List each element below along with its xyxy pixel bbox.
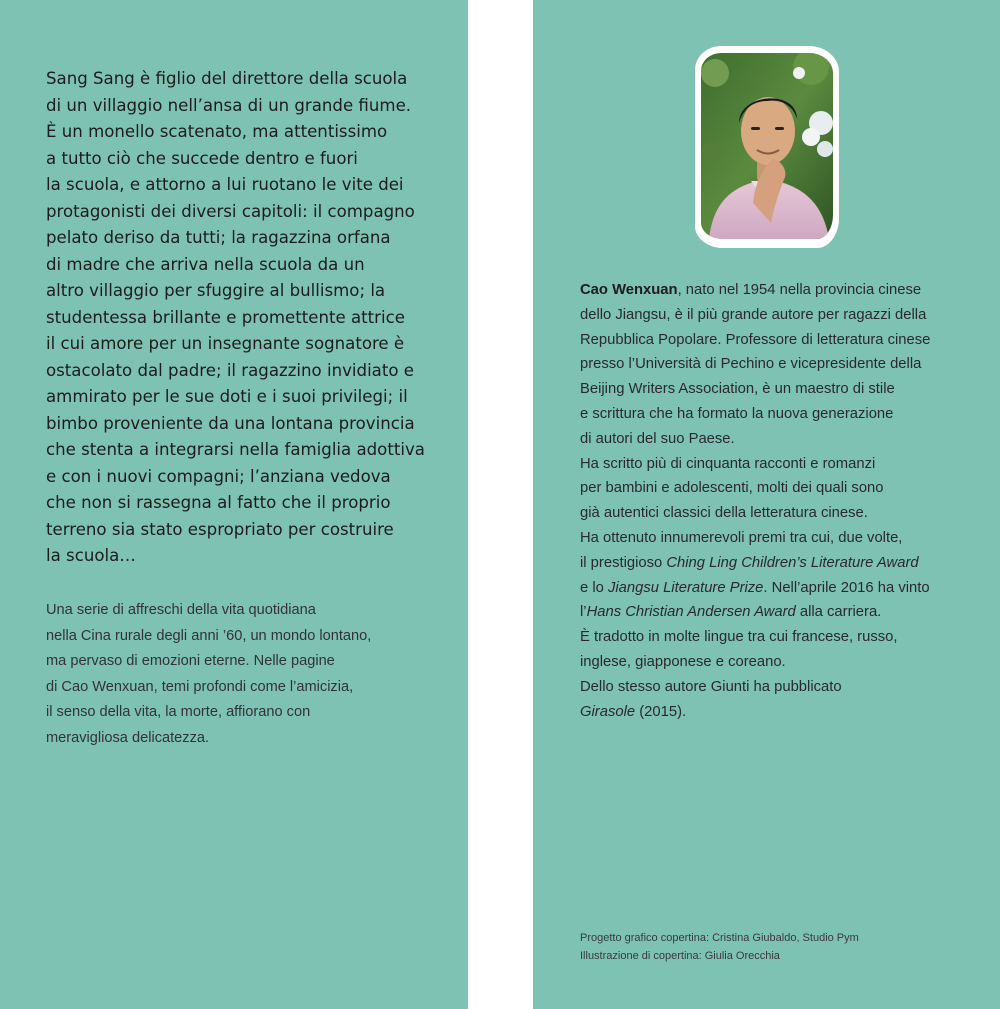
description-text [46, 598, 456, 751]
bio-line [580, 700, 995, 725]
author-name: Cao Wenxuan [580, 282, 678, 298]
bio-line: inglese, giapponese e coreano. [580, 653, 786, 670]
bio-line: per bambini e adolescenti, molti dei quali sono [580, 480, 884, 497]
synopsis-line: la scuola… [46, 546, 136, 565]
synopsis-line: ammirato per le sue doti e i suoi privilegi; il [46, 387, 408, 406]
award-title: Jiangsu Literature Prize [607, 579, 764, 596]
cover-design-credit: Progetto grafico copertina: Cristina Giubaldo, Studio Pym [580, 932, 859, 944]
description-line: Una serie di affreschi della vita quotidiana [46, 602, 316, 618]
synopsis-line: che stenta a integrarsi nella famiglia adottiva [46, 440, 425, 459]
bio-line: di autori del suo Paese. [580, 430, 735, 447]
bio-line: Repubblica Popolare. Professore di letteratura cinese [580, 331, 931, 348]
description-line: di Cao Wenxuan, temi profondi come l’amicizia, [46, 678, 354, 695]
synopsis-line: studentessa brillante e promettente attrice [46, 307, 405, 327]
synopsis-line: altro villaggio per sfuggire al bullismo; la [46, 281, 386, 300]
bio-line: già autentici classici della letteratura cinese. [580, 505, 868, 522]
synopsis-line: di madre che arriva nella scuola da un [46, 254, 365, 274]
author-photo-frame [695, 46, 839, 248]
synopsis-line: di un villaggio nell’ansa di un grande fiume. [46, 95, 412, 115]
synopsis-line: e con i nuovi compagni; l’anziana vedova [46, 466, 391, 486]
left-flap [0, 0, 468, 1009]
synopsis-line: il cui amore per un insegnante sognatore è [46, 334, 405, 353]
bio-fragment: alla carriera. [795, 604, 882, 621]
synopsis-line: Sang Sang è figlio del direttore della scuola [46, 69, 408, 88]
description-line: meravigliosa delicatezza. [46, 729, 210, 746]
bio-line: È tradotto in molte lingue tra cui francese, russo, [580, 629, 898, 646]
description-line: ma pervaso di emozioni eterne. Nelle pagine [46, 653, 335, 669]
synopsis-line: pelato deriso da tutti; la ragazzina orfana [46, 228, 391, 247]
synopsis-line: a tutto ciò che succede dentro e fuori [46, 148, 358, 168]
bio-fragment: il prestigioso [580, 554, 667, 571]
synopsis-line: protagonisti dei diversi capitoli: il compagno [46, 201, 415, 221]
description-line: nella Cina rurale degli anni ’60, un mondo lontano, [46, 627, 372, 644]
bio-line: e scrittura che ha formato la nuova generazione [580, 405, 894, 422]
bio-fragment: . Nell’aprile 2016 ha vinto [763, 579, 930, 596]
bio-line [580, 278, 995, 303]
bio-line: presso l’Università di Pechino e vicepresidente della [580, 356, 922, 373]
bio-line: dello Jiangsu, è il più grande autore per ragazzi della [580, 306, 927, 323]
synopsis-line: che non si rassegna al fatto che il proprio [46, 493, 391, 512]
bio-line: Ha scritto più di cinquanta racconti e romanzi [580, 455, 876, 472]
synopsis-line: bimbo proveniente da una lontana provincia [46, 413, 415, 433]
bio-line [580, 551, 995, 576]
synopsis-line: la scuola, e attorno a lui ruotano le vite dei [46, 175, 404, 194]
synopsis-line: terreno sia stato espropriato per costruire [46, 519, 394, 539]
synopsis-line: ostacolato dal padre; il ragazzino invidiato e [46, 360, 414, 380]
book-title: Girasole [580, 703, 636, 720]
bio-fragment: e lo [580, 579, 608, 596]
author-photo [701, 53, 833, 239]
bio-line [580, 600, 995, 625]
credits [580, 929, 995, 965]
right-flap [533, 0, 1000, 1009]
bio-line: Ha ottenuto innumerevoli premi tra cui, due volte, [580, 529, 903, 546]
bio-fragment: (2015). [635, 703, 687, 720]
description-line: il senso della vita, la morte, affiorano con [46, 704, 311, 720]
author-bio [580, 278, 995, 724]
award-title: Hans Christian Andersen Award [586, 604, 796, 621]
synopsis-text [46, 66, 456, 570]
award-title: Ching Ling Children’s Literature Award [666, 554, 919, 571]
synopsis-line: È un monello scatenato, ma attentissimo [46, 122, 388, 141]
bio-line: Dello stesso autore Giunti ha pubblicato [580, 678, 842, 695]
bio-fragment: l’ [580, 604, 587, 621]
cover-illustration-credit: Illustrazione di copertina: Giulia Orecchia [580, 950, 780, 962]
bio-fragment: , nato nel 1954 nella provincia cinese [677, 282, 922, 298]
bio-line [580, 576, 995, 601]
bio-line: Beijing Writers Association, è un maestro di stile [580, 381, 895, 398]
